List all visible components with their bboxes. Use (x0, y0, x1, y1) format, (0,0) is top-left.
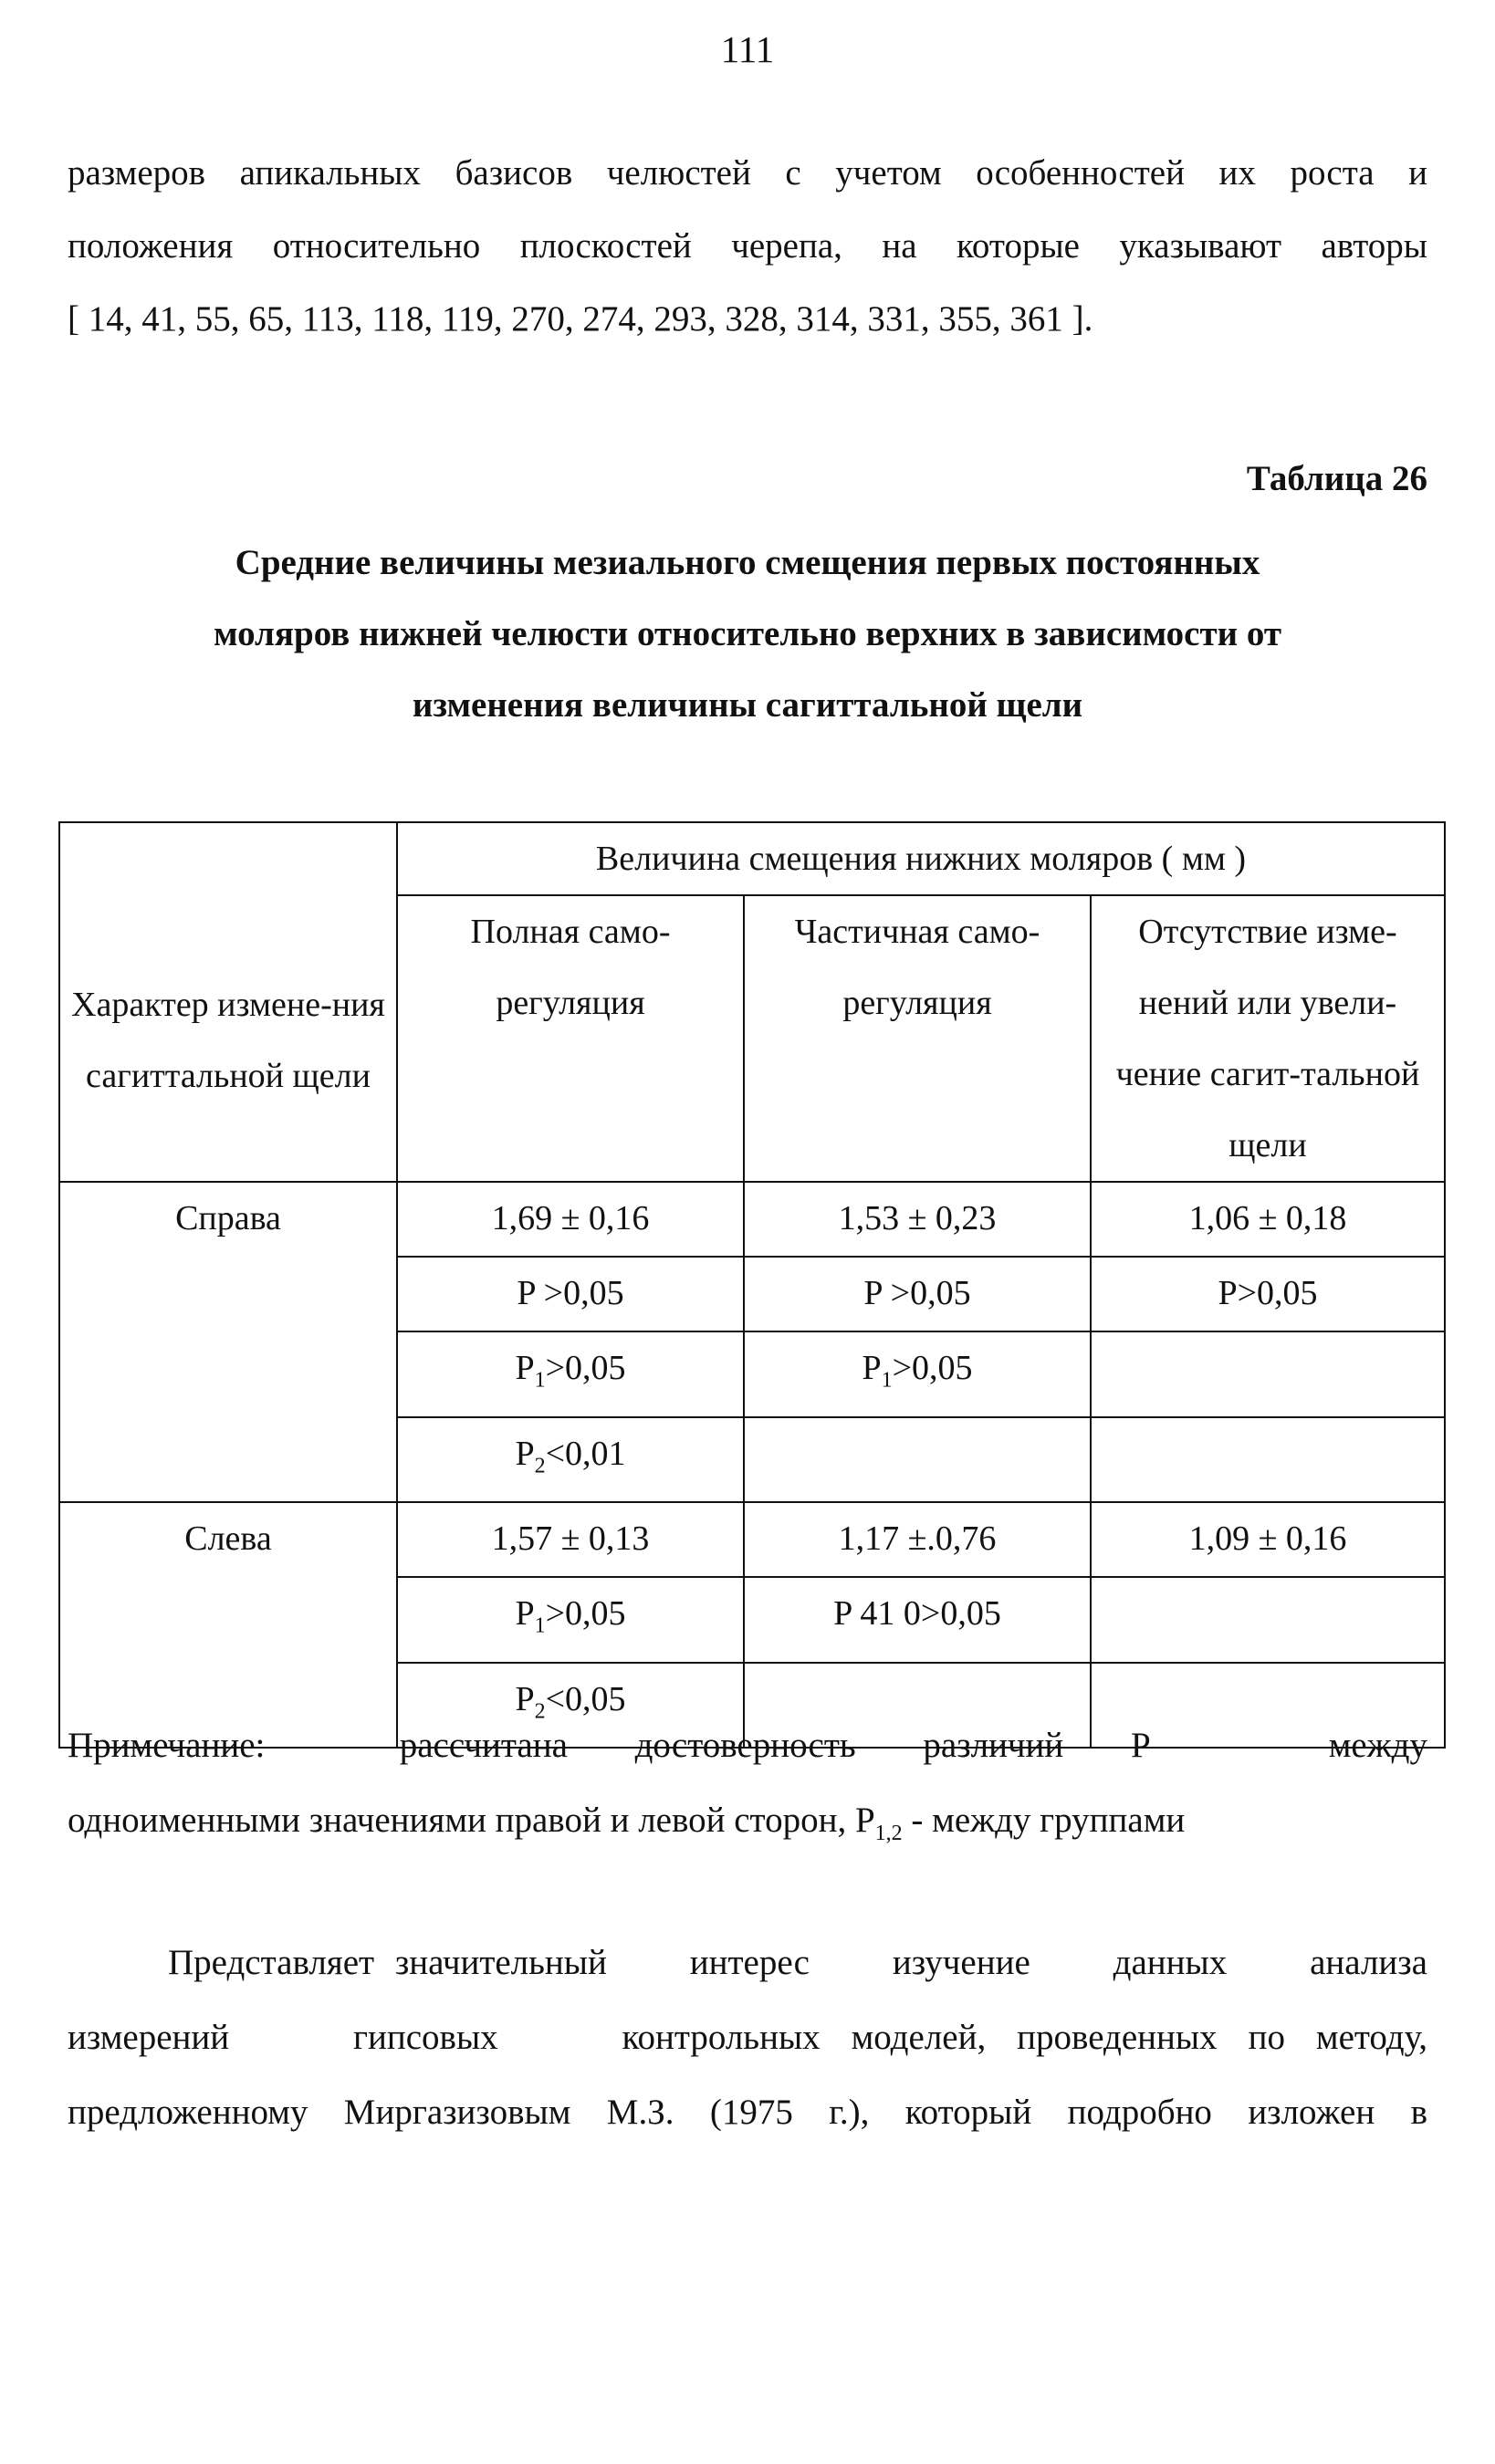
col-header-partial: Частичная само-регуляция (744, 895, 1091, 1182)
p-symbol: P (862, 1349, 882, 1387)
intro-line-2: положения относительно плоскостей черепа, на которые указывают авторы (68, 226, 1427, 266)
group-header: Величина смещения нижних моляров ( мм ) (397, 822, 1445, 895)
table-note (68, 1708, 1427, 1871)
note-line-2-tail: - между группами (902, 1801, 1186, 1840)
table-cell: P>0,05 (1091, 1257, 1445, 1331)
col-header-none: Отсутствие изме-нений или увели-чение сагит-тальной щели (1091, 895, 1445, 1182)
p-value: >0,05 (545, 1594, 626, 1634)
outro-paragraph (68, 1926, 1427, 2150)
table-cell-empty (1091, 1417, 1445, 1503)
table-cell: 1,17 ±.0,76 (744, 1502, 1091, 1577)
outro-line-1: Представляет значительный интерес изучение данных анализа (168, 1943, 1427, 1982)
table-cell (397, 1417, 744, 1503)
note-line-2 (68, 1783, 1427, 1871)
note-line-1: Примечание: рассчитана достоверность различий P между (68, 1726, 1427, 1765)
p-subscript: 1 (881, 1368, 893, 1393)
p-symbol: P (515, 1594, 535, 1634)
outro-line-3: предложенному Миргазизовым М.З. (1975 г.), который подробно изложен в (68, 2093, 1427, 2132)
table-cell-empty (1091, 1331, 1445, 1417)
table-title-line-3: изменения величины сагиттальной щели (412, 685, 1083, 725)
p-symbol: P (515, 1349, 535, 1387)
p-subscript: 1 (534, 1368, 546, 1393)
table-label: Таблица 26 (1246, 459, 1427, 498)
row-label-right: Справа (59, 1182, 397, 1502)
row-header: Характер измене-ния сагиттальной щели (71, 986, 385, 1095)
page-number: 111 (720, 28, 775, 70)
table-cell: P >0,05 (744, 1257, 1091, 1331)
p-value: >0,05 (545, 1349, 626, 1387)
table-cell: 1,06 ± 0,18 (1091, 1182, 1445, 1257)
p-subscript: 2 (534, 1699, 546, 1724)
table-cell (397, 1331, 744, 1417)
table-cell: P >0,05 (397, 1257, 744, 1331)
intro-paragraph (68, 137, 1427, 356)
table-cell: 1,09 ± 0,16 (1091, 1502, 1445, 1577)
table-cell: 1,57 ± 0,13 (397, 1502, 744, 1577)
p-symbol: P (515, 1434, 535, 1473)
table-title (68, 527, 1427, 741)
intro-line-1: размеров апикальных базисов челюстей с учетом особенностей их роста и (68, 153, 1427, 193)
outro-line-2: измерений гипсовых контрольных моделей, проведенных по методу, (68, 2018, 1427, 2057)
col-header-full: Полная само-регуляция (397, 895, 744, 1182)
table-cell: 1,69 ± 0,16 (397, 1182, 744, 1257)
table-cell (397, 1577, 744, 1663)
p-value: >0,05 (892, 1349, 973, 1387)
intro-line-3: [ 14, 41, 55, 65, 113, 118, 119, 270, 274, 293, 328, 314, 331, 355, 361 ]. (68, 299, 1093, 339)
table-cell: 1,53 ± 0,23 (744, 1182, 1091, 1257)
data-table (58, 821, 1446, 1749)
row-label-left: Слева (59, 1502, 397, 1748)
table-cell: P 41 0>0,05 (744, 1577, 1091, 1663)
p-value: <0,05 (545, 1679, 626, 1718)
row-header-cell (59, 822, 397, 1182)
table-cell (744, 1331, 1091, 1417)
p-symbol: P (515, 1679, 535, 1718)
table-cell-empty (1091, 1577, 1445, 1663)
p-value: <0,01 (545, 1434, 626, 1473)
table-cell-empty (744, 1417, 1091, 1503)
p-subscript: 2 (534, 1454, 546, 1478)
table-title-line-1: Средние величины мезиального смещения первых постоянных (235, 543, 1260, 582)
note-line-2-text: одноименными значениями правой и левой сторон, P (68, 1801, 875, 1840)
table-title-line-2: моляров нижней челюсти относительно верхних в зависимости от (214, 614, 1281, 653)
note-subscript: 1,2 (874, 1821, 903, 1845)
p-subscript: 1 (534, 1613, 546, 1638)
